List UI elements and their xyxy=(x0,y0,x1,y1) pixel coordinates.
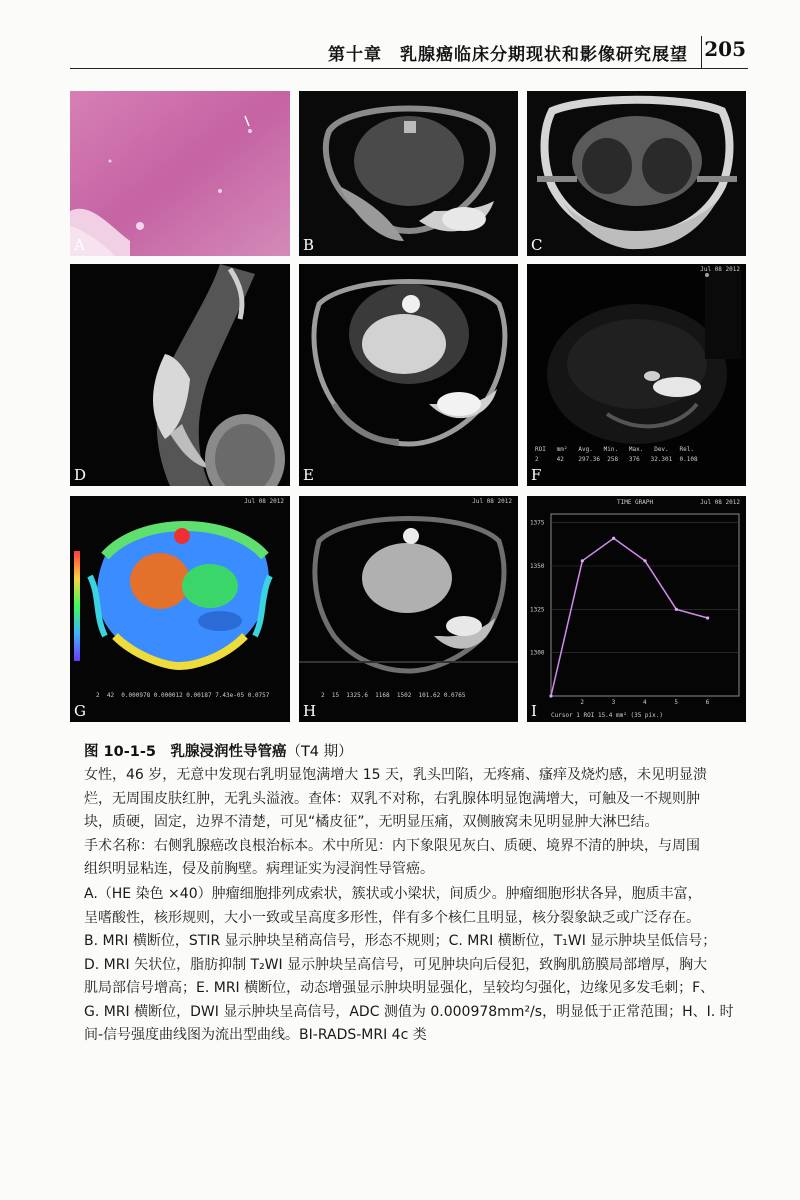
x-tick-label: 4 xyxy=(643,699,647,706)
legend-line: 肌局部信号增高；E. MRI 横断位，动态增强显示肿块明显强化，呈较均匀强化，边缘见多发毛刺；F、 xyxy=(84,980,715,996)
data-point xyxy=(612,537,615,540)
data-point xyxy=(643,559,646,562)
case-description xyxy=(84,764,746,882)
panel-label-d: D xyxy=(74,466,87,484)
case-line: 手术名称：右侧乳腺癌改良根治标本。术中所见：内下象限见灰白、质硬、境界不清的肿块，与周围 xyxy=(84,837,700,854)
chapter-title: 第十章 乳腺癌临床分期现状和影像研究展望 xyxy=(328,45,688,65)
case-line: 组织明显粘连，侵及前胸壁。病理证实为浸润性导管癌。 xyxy=(84,861,434,877)
panel-h-roi-values: 2 15 1325.6 1168 1502 101.62 0.0765 xyxy=(321,692,466,699)
panel-label-i: I xyxy=(531,702,537,720)
figure-legend xyxy=(84,883,746,1048)
panel-f-mri-dwi xyxy=(527,264,746,486)
panel-b-mri-stir xyxy=(299,91,518,256)
legend-line: D. MRI 矢状位，脂肪抑制 T₂WI 显示肿块呈高信号，可见肿块向后侵犯，致胸肌筋膜局部增厚，胸大 xyxy=(84,956,708,973)
panel-i-date: Jul 08 2012 xyxy=(700,499,740,506)
panel-label-e: E xyxy=(303,466,314,484)
panel-g-roi-values: 2 42 0.000978 0.000012 0.00187 7.43e-05 0.0757 xyxy=(96,692,270,699)
panel-h-date: Jul 08 2012 xyxy=(472,498,512,505)
panel-a-histology xyxy=(70,91,290,256)
page-number: 205 xyxy=(704,37,746,61)
legend-line: 间-信号强度曲线图为流出型曲线。BI-RADS-MRI 4c 类 xyxy=(84,1027,427,1043)
legend-line: B. MRI 横断位，STIR 显示肿块呈稍高信号，形态不规则；C. MRI 横断位，T₁WI 显示肿块呈低信号； xyxy=(84,933,717,949)
legend-line: A.（HE 染色 ×40）肿瘤细胞排列成索状，簇状或小梁状，间质少。肿瘤细胞形状各异，胞质丰富， xyxy=(84,886,702,902)
panel-i-footer: Cursor 1 ROI 15.4 mm² (35 pix.) xyxy=(551,712,663,719)
data-point xyxy=(581,559,584,562)
case-line: 块，质硬，固定，边界不清楚，可见“橘皮征”，无明显压痛，双侧腋窝未见明显肿大淋巴结。 xyxy=(84,814,659,830)
case-line: 女性，46 岁，无意中发现右乳明显饱满增大 15 天，乳头凹陷，无疼痛、瘙痒及烧灼感，未见明显溃 xyxy=(84,767,707,783)
panel-g-adc-map xyxy=(70,496,290,722)
x-tick-label: 2 xyxy=(580,699,584,706)
data-point xyxy=(549,694,552,697)
x-tick-label: 6 xyxy=(705,699,710,706)
panel-d-mri-sagittal xyxy=(70,264,290,486)
panel-label-c: C xyxy=(531,236,543,254)
panel-c-mri-t1 xyxy=(527,91,746,256)
panel-label-g: G xyxy=(74,702,86,720)
panel-label-h: H xyxy=(303,702,317,720)
panel-f-date: Jul 08 2012 xyxy=(700,266,740,273)
y-tick-label: 1325 xyxy=(530,606,545,614)
x-tick-label: 3 xyxy=(611,699,616,706)
case-line: 烂，无周围皮肤红肿，无乳头溢液。查体：双乳不对称，右乳腺体明显饱满增大，可触及一不规则肿 xyxy=(84,790,700,807)
legend-line: 呈嗜酸性，核形规则，大小一致或呈高度多形性，伴有多个核仁且明显，核分裂象缺乏或广泛存在。 xyxy=(84,909,700,926)
panel-e-mri-contrast xyxy=(299,264,518,486)
caption-stage: （T4 期） xyxy=(286,744,353,760)
panel-h-mri-subtraction xyxy=(299,496,518,722)
header-divider xyxy=(701,36,703,68)
y-tick-label: 1350 xyxy=(530,563,545,570)
figure-caption xyxy=(84,740,353,761)
data-point xyxy=(706,616,709,619)
panel-label-b: B xyxy=(303,236,315,254)
legend-line: G. MRI 横断位，DWI 显示肿块呈高信号，ADC 测值为 0.000978mm²/s，明显低于正常范围；H、I. 时 xyxy=(84,1003,734,1020)
panel-i-time-graph xyxy=(527,496,746,722)
y-tick-label: 1375 xyxy=(530,519,545,527)
panel-label-a: A xyxy=(74,236,85,254)
data-point xyxy=(675,608,678,611)
x-tick-label: 5 xyxy=(674,699,678,706)
caption-title: 图 10-1-5 乳腺浸润性导管癌 xyxy=(84,744,287,760)
panel-g-date: Jul 08 2012 xyxy=(244,498,284,505)
panel-f-roi-values: 2 42 297.36 258 376 32.301 0.108 xyxy=(535,456,698,463)
running-header xyxy=(70,34,748,69)
panel-label-f: F xyxy=(531,466,542,484)
y-tick-label: 1300 xyxy=(530,649,545,657)
panel-i-title: TIME GRAPH xyxy=(617,499,654,506)
panel-f-roi-header: ROI mm² Avg. Min. Max. Dev. Rel. xyxy=(535,446,694,453)
